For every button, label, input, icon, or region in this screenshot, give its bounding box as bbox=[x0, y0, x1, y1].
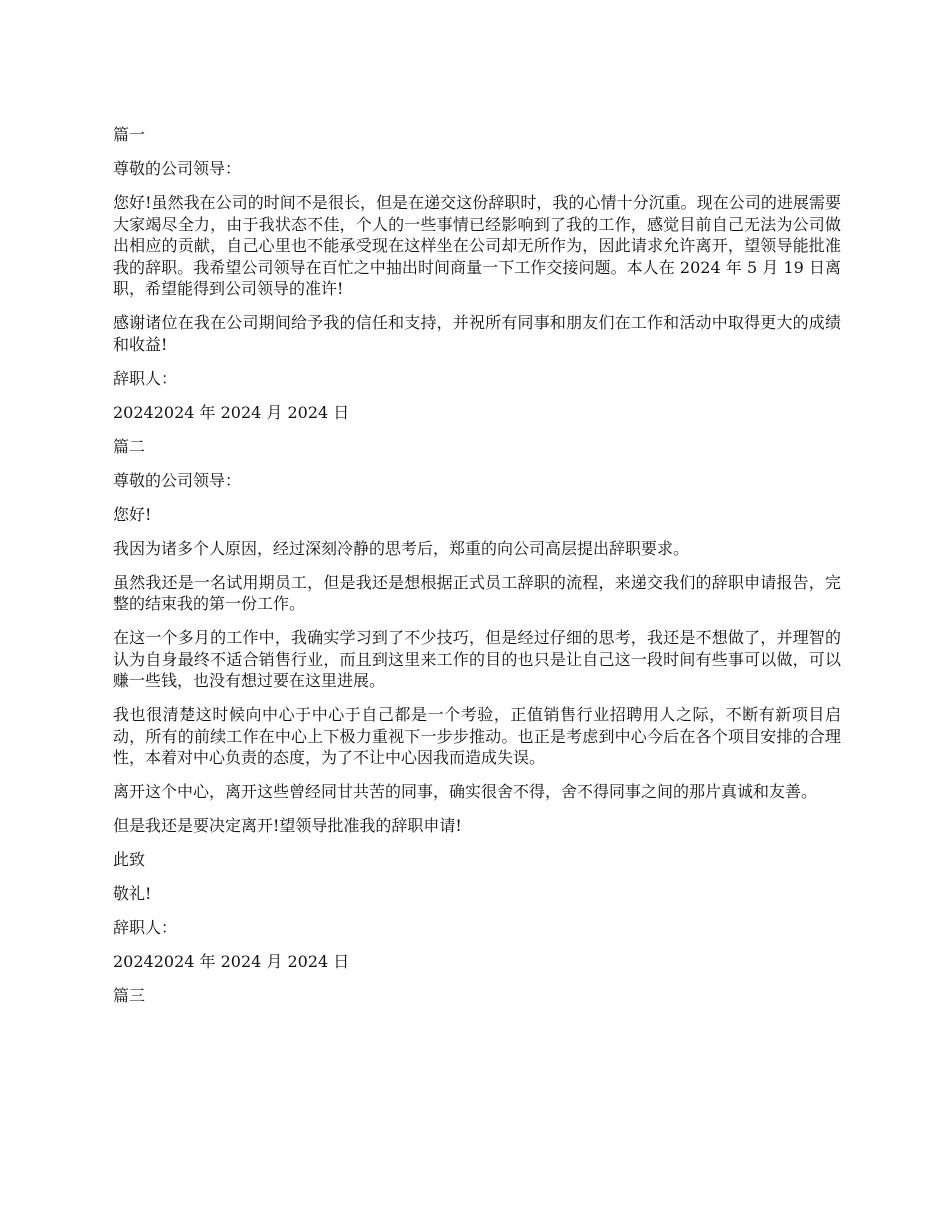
section-heading-1: 篇一 bbox=[113, 125, 146, 144]
greeting: 您好! bbox=[113, 504, 152, 524]
closing-regards: 敬礼! bbox=[113, 884, 152, 903]
body-paragraph: 我因为诸多个人原因，经过深刻冷静的思考后，郑重的向公司高层提出辞职要求。 bbox=[113, 538, 690, 558]
salutation-2: 尊敬的公司领导： bbox=[113, 470, 242, 490]
closing-line: 此致 bbox=[113, 850, 146, 869]
body-paragraph: 离开这个中心，离开这些曾经同甘共苦的同事，确实很舍不得，舍不得同事之间的那片真诚和友善。 bbox=[113, 782, 818, 801]
date-line-2: 20242024 年 2024 月 2024 日 bbox=[113, 952, 350, 971]
date-line-1: 20242024 年 2024 月 2024 日 bbox=[113, 402, 350, 422]
body-paragraph: 但是我还是要决定离开!望领导批准我的辞职申请! bbox=[113, 816, 462, 835]
body-paragraph: 您好!虽然我在公司的时间不是很长，但是在递交这份辞职时，我的心情十分沉重。现在公司的进展需要大家竭尽全力，由于我状态不佳，个人的一些事情已经影响到了我的工作，感觉目前自己无法为公司做出相应的贡献，自己心里也不能承受现在这样坐在公司却无所作为，因此请求允许离开，望领导能批准我的辞职。我希望公司领导在百忙之中抽出时间商量一下工作交接问题。本人在 2024 年 5 月 19 日离职，希望能得到公司领导的准许! bbox=[113, 193, 841, 298]
signature-label-2: 辞职人： bbox=[113, 918, 178, 937]
section-heading-3: 篇三 bbox=[113, 986, 146, 1005]
document-page bbox=[113, 124, 841, 1019]
body-paragraph: 我也很清楚这时候向中心于中心于自己都是一个考验，正值销售行业招聘用人之际，不断有新项目启动，所有的前续工作在中心上下极力重视下一步步推动。也正是考虑到中心今后在各个项目安排的合理性，本着对中心负责的态度，为了不让中心因我而造成失误。 bbox=[113, 705, 841, 767]
body-paragraph: 虽然我还是一名试用期员工，但是我还是想根据正式员工辞职的流程，来递交我们的辞职申请报告，完整的结束我的第一份工作。 bbox=[113, 572, 841, 613]
salutation-1: 尊敬的公司领导： bbox=[113, 159, 242, 178]
section-heading-2: 篇二 bbox=[113, 436, 146, 456]
body-paragraph: 在这一个多月的工作中，我确实学习到了不少技巧，但是经过仔细的思考，我还是不想做了，并理智的认为自身最终不适合销售行业，而且到这里来工作的目的也只是让自己这一段时间有些事可以做，可以赚一些钱，也没有想过要在这里进展。 bbox=[113, 628, 841, 690]
signature-label-1: 辞职人： bbox=[113, 368, 178, 388]
body-paragraph: 感谢诸位在我在公司期间给予我的信任和支持，并祝所有同事和朋友们在工作和活动中取得更大的成绩和收益! bbox=[113, 313, 841, 354]
